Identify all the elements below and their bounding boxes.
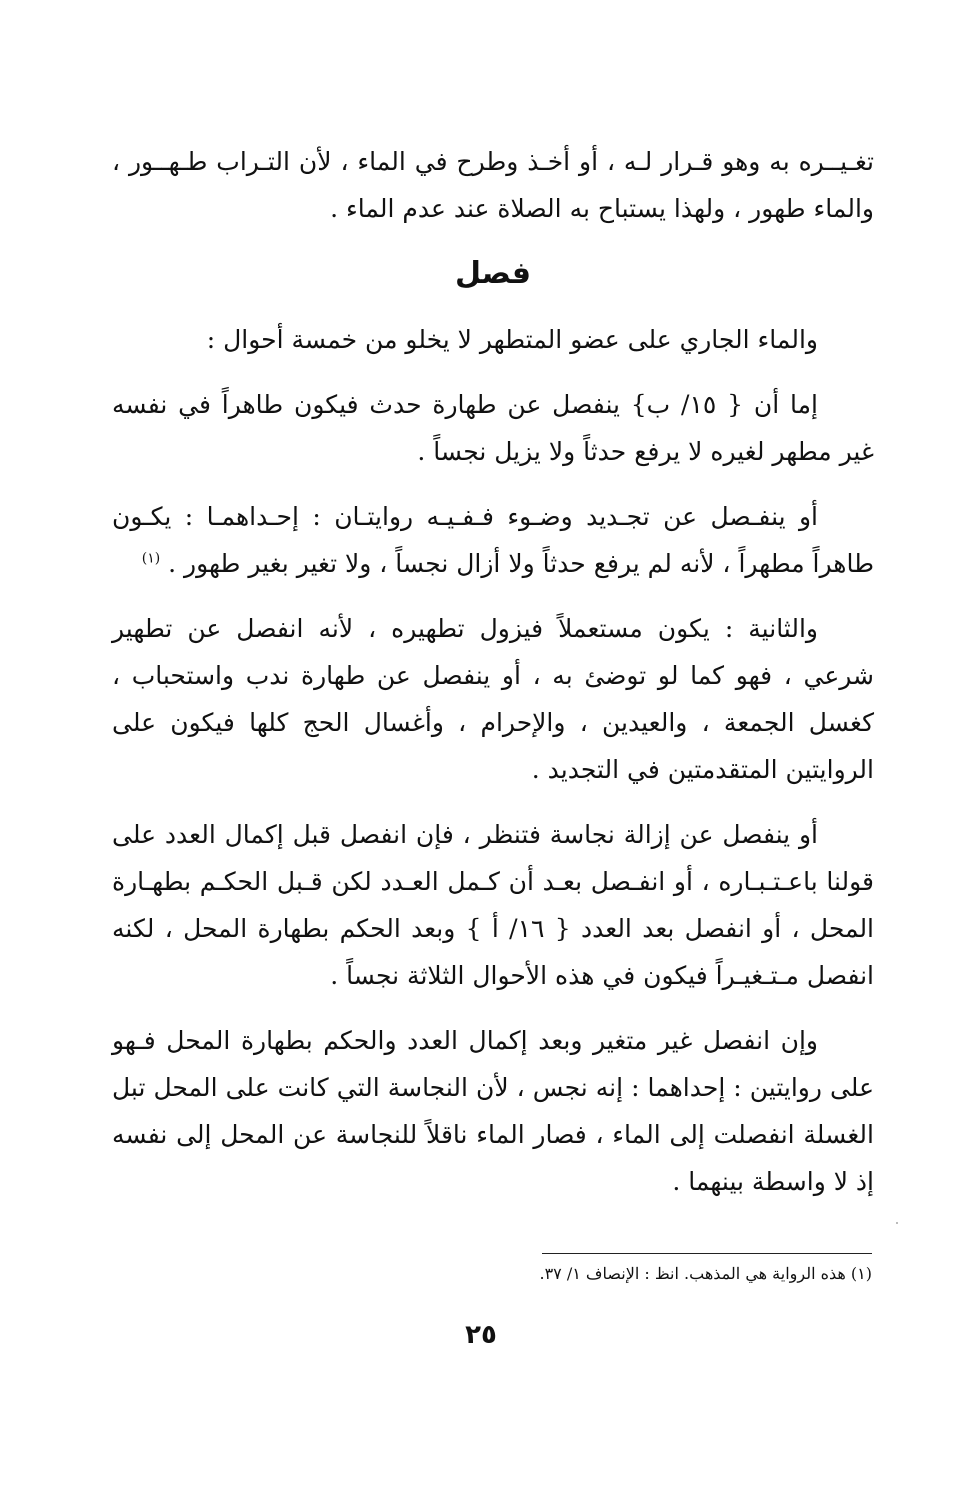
paragraph-continuation: تغـيــره به وهو قـرار لـه ، أو أخـذ وطرح في الماء ، لأن التـراب طـهــور ، والماء طهور ، ولهذا يستباح به الصلاة عند عدم الماء . — [112, 147, 874, 223]
footnote-text: (١) هذه الرواية هي المذهب. انظ : الإنصاف ١/ ٣٧. — [539, 1264, 872, 1283]
paragraph-case-4: وإن انفصل غير متغير وبعد إكمال العدد والحكم بطهارة المحل فـهو على روايتين : إحداهما : إنه نجس ، لأن النجاسة التي كانت على المحل تبل الغسلة انفصلت إلى الماء ، فصار الماء ناقلاً للنجاسة عن المحل إلى نفسه إذ لا واسطة بينهما . — [112, 1026, 874, 1196]
footnote-reference: (١) — [141, 550, 161, 567]
paragraph-case-2-text: أو ينفـصل عن تجـديد وضـوء فـفـيـه روايتـان : إحـداهمـا : يكـون طاهراً مطهراً ، لأنه لم يرفع حدثاً ولا أزال نجساً ، ولا تغير بغير طهور . — [112, 502, 874, 578]
paragraph-second-narration: والثانية : يكون مستعملاً فيزول تطهيره ، لأنه انفصل عن تطهير شرعي ، فهو كما لو توضئ به ، أو ينفصل عن طهارة ندب واستحباب ، كغسل الجمعة ، والعيدين ، والإحرام ، وأغسال الحج كلها فيكون على الروايتين المتقدمتين في التجديد . — [112, 614, 874, 784]
main-text — [112, 138, 874, 1223]
paragraph-case-2 — [112, 493, 874, 587]
page-number: ٢٥ — [465, 1320, 497, 1350]
footnote-divider — [542, 1253, 872, 1254]
section-heading: فصل — [455, 256, 531, 291]
paragraph-case-3: أو ينفصل عن إزالة نجاسة فتنظر ، فإن انفصل قبل إكمال العدد على قولنا باعـتـبـاره ، أو انفـصل بعـد أن كـمل العـدد لكن قـبل الحكـم بطهـارة المحل ، أو انفصل بعد العدد { ١٦/ أ } وبعد الحكم بطهارة المحل ، لكنه انفصل مـتـغيـراً فيكون في هذه الأحوال الثلاثة نجساً . — [112, 820, 875, 990]
margin-speck — [896, 1222, 898, 1224]
paragraph-intro: والماء الجاري على عضو المتطهر لا يخلو من خمسة أحوال : — [206, 325, 818, 354]
paragraph-case-1: إما أن { ١٥/ ب} ينفصل عن طهارة حدث فيكون طاهراً في نفسه غير مطهر لغيره لا يرفع حدثاً ولا يزيل نجساً . — [112, 390, 874, 466]
